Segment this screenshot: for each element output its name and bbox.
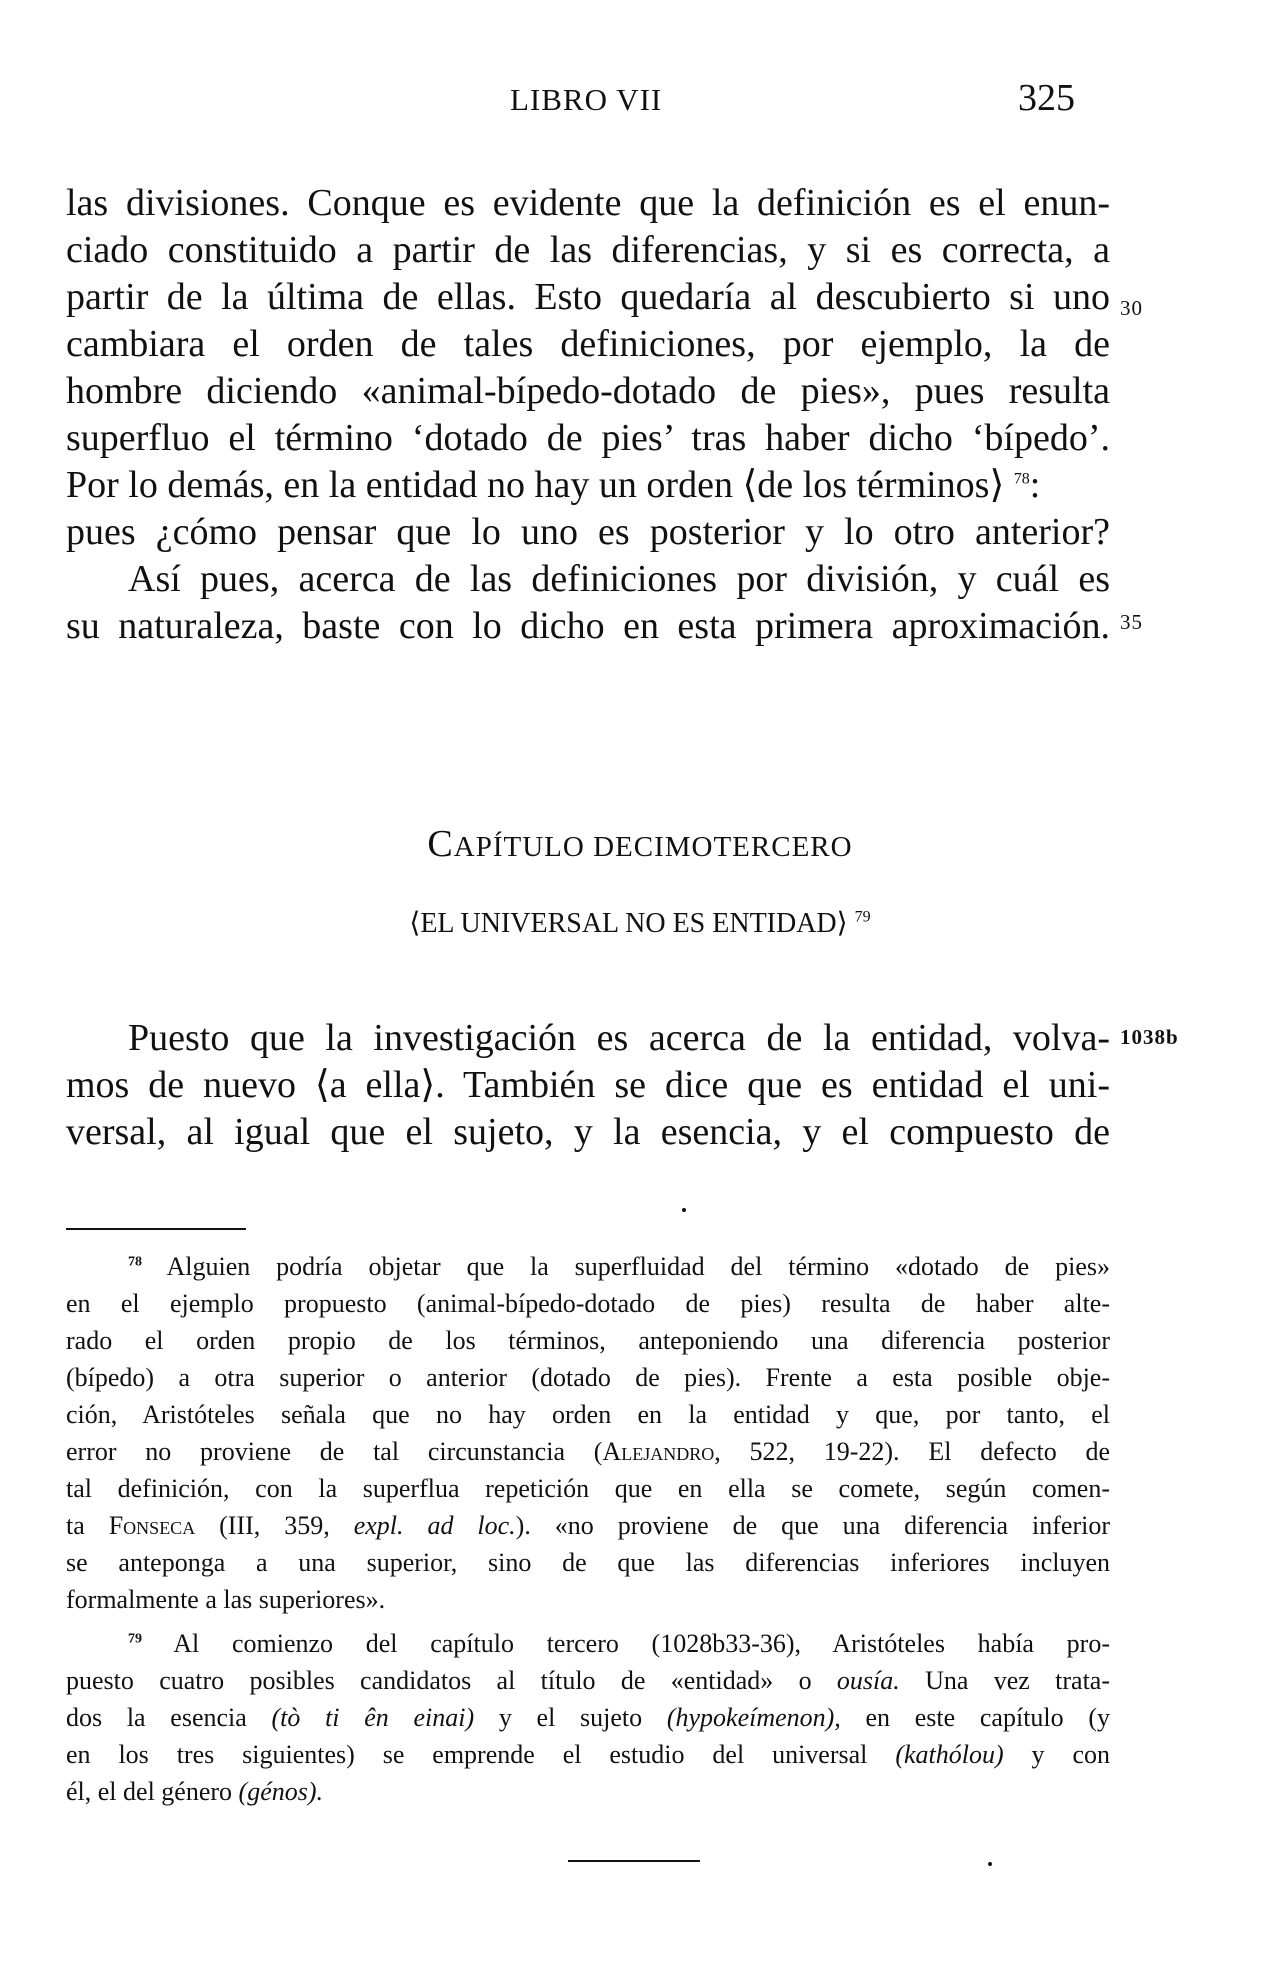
margin-line-number: 35 [1120,610,1143,634]
chapter-subtitle-text: ⟨EL UNIVERSAL NO ES ENTIDAD⟩ [409,908,848,939]
footnote-line: tal definición, con la superflua repetición que en ella se comete, según comen- [66,1474,1110,1503]
text-line: versal, al igual que el sujeto, y la esencia, y el compuesto de [66,1111,1110,1153]
print-speck [988,1862,992,1866]
footnote-text: ta [66,1511,109,1540]
text-line: pues ¿cómo pensar que lo uno es posterior y lo otro anterior? [66,511,1110,553]
footnote-number: 79 [128,1631,142,1647]
footnote-text: y el sujeto [474,1703,667,1732]
text-line: mos de nuevo ⟨a ella⟩. También se dice que es entidad el uni- [66,1064,1110,1106]
footnote-text: dos la esencia [66,1703,272,1732]
footnote-text: en los tres siguientes) se emprende el estudio del universal [66,1740,896,1769]
footnote-separator [66,1228,246,1230]
footnote-text: puesto cuatro posibles candidatos al título de «entidad» o [66,1666,837,1695]
text-line: cambiara el orden de tales definiciones, por ejemplo, la de [66,323,1110,365]
chapter-title-initial: C [427,823,454,865]
footnote-line [66,1433,1110,1470]
chapter-title [0,822,1280,866]
footnote-text: (III, 359, [195,1511,354,1540]
footnote-line [66,1736,1110,1773]
footnote-text: ). «no proviene de que una diferencia inferior [515,1511,1110,1540]
author-name: Fonseca [108,1511,196,1540]
text-line: su naturaleza, baste con lo dicho en esta primera aproximación. [66,605,1110,647]
page-number: 325 [1018,77,1075,119]
footnote-line [66,1507,1110,1544]
footnote-text: Al comienzo del capítulo tercero (1028b33-36), Aristóteles había pro- [173,1629,1110,1658]
text-span: Por lo demás, en la entidad no hay un orden ⟨de los términos⟩ [66,464,1005,506]
footnote-line: ción, Aristóteles señala que no hay orden en la entidad y que, por tanto, el [66,1400,1110,1429]
footnote-line: en el ejemplo propuesto (animal-bípedo-dotado de pies) resulta de haber alte- [66,1289,1110,1318]
footnote-line [66,1662,1110,1699]
margin-bekker-number: 1038b [1120,1025,1179,1049]
chapter-subtitle [0,906,1280,940]
footnote-79 [66,1625,1110,1810]
text-line: las divisiones. Conque es evidente que la definición es el enun- [66,182,1110,224]
footnote-line: formalmente a las superiores». [66,1585,386,1614]
text-line: ciado constituido a partir de las diferencias, y si es correcta, a [66,229,1110,271]
body-text-bottom [66,1015,1110,1156]
footnote-italic: (tò ti ên einai) [271,1703,475,1732]
footnote-text: él, el del género [66,1777,239,1806]
footnote-line: rado el orden propio de los términos, anteponiendo una diferencia posterior [66,1326,1110,1355]
footnote-line [66,1625,1110,1662]
running-title: LIBRO VII [510,82,663,117]
footnote-line: se anteponga a una superior, sino de que las diferencias inferiores incluyen [66,1548,1110,1577]
footnote-italic: (génos). [238,1777,324,1806]
footnote-text: Alguien podría objetar que la superfluidad del término «dotado de pies» [166,1252,1110,1281]
print-speck [682,1208,686,1212]
text-line: Puesto que la investigación es acerca de la entidad, volva- [128,1017,1110,1059]
running-head [0,77,1280,132]
footnote-italic: expl. ad loc. [353,1511,516,1540]
footnote-line [66,1248,1110,1285]
margin-line-number: 30 [1120,296,1143,320]
body-text-top [66,180,1110,650]
text-line: superfluo el término ‘dotado de pies’ tras haber dicho ‘bípedo’. [66,417,1110,459]
chapter-title-rest: APÍTULO DECIMOTERCERO [453,831,853,863]
text-line: Por lo demás, en la entidad no hay un orden ⟨de los términos⟩ $^{78}$: [66,464,1041,506]
text-line: partir de la última de ellas. Esto quedaría al descubierto si uno [66,276,1110,318]
footnote-italic: ousía. [836,1666,900,1695]
footnote-text: y con [1003,1740,1110,1769]
footnote-line [66,1699,1110,1736]
footnote-text: error no proviene de tal circunstancia ( [66,1437,603,1466]
footnote-78 [66,1248,1110,1618]
footnote-line [66,1773,1110,1810]
footnote-number: 78 [128,1254,142,1270]
footnote-text: , 522, 19-22). El defecto de [714,1437,1111,1466]
footnote-italic: (kathólou) [895,1740,1004,1769]
footnote-text: en este capítulo (y [840,1703,1111,1732]
footnote-text: Una vez trata- [899,1666,1110,1695]
footnote-line: (bípedo) a otra superior o anterior (dotado de pies). Frente a esta posible obje- [66,1363,1110,1392]
note-ref-79: 79 [854,908,871,926]
author-name: Alejandro [602,1437,715,1466]
footnote-italic: (hypokeímenon), [666,1703,841,1732]
text-line: hombre diciendo «animal-bípedo-dotado de pies», pues resulta [66,370,1110,412]
note-ref-78: 78 [1013,470,1030,488]
text-line: Así pues, acerca de las definiciones por división, y cuál es [128,558,1110,600]
end-rule [568,1860,700,1862]
